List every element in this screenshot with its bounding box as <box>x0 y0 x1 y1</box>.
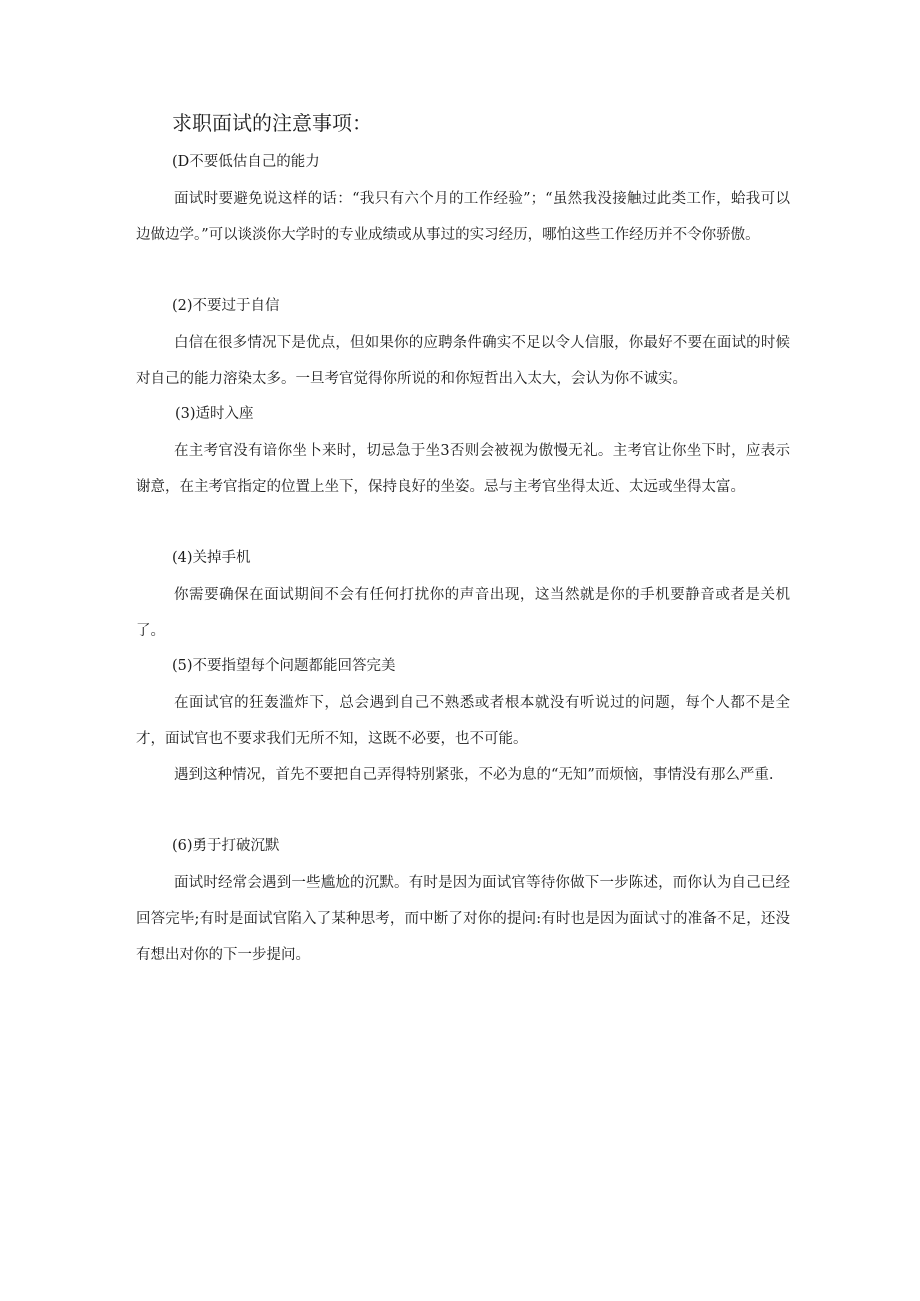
section-heading-3: (3)适时入座 <box>175 406 254 422</box>
section-heading-5: (5)不要指望每个问题都能回答完美 <box>172 658 396 674</box>
section-heading-4: (4)关掉手机 <box>172 550 251 566</box>
section-heading-1: (D不要低估自己的能力 <box>172 154 320 170</box>
section-heading-6: (6)勇于打破沉默 <box>172 838 280 854</box>
document-title: 求职面试的注意事项： <box>172 111 372 135</box>
section-6-paragraph-1: 面试时经常会遇到一些尴尬的沉默。有时是因为面试官等待你做下一步陈述，而你认为自己已经回答完毕;有时是面试官陷入了某种思考，而中断了对你的提问:有时也是因为面试寸的准备不足，还没有想出对你的下一步提问。 <box>136 875 790 963</box>
section-2-paragraph-1: 白信在很多情况下是优点，但如果你的应聘条件确实不足以令人信服，你最好不要在面试的时候对自己的能力溶染太多。一旦考官觉得你所说的和你短哲出入太大，会认为你不诚实。 <box>136 335 790 387</box>
section-3-paragraph-1: 在主考官没有谙你坐卜来时，切忌急于坐3否则会被视为傲慢无礼。主考官让你坐下时，应表示谢意，在主考官指定的位置上坐下，保持良好的坐姿。忌与主考官坐得太近、太远或坐得太富。 <box>136 443 790 495</box>
section-5-paragraph-1: 在面试官的狂轰滥炸下，总会遇到自己不熟悉或者根本就没有听说过的问题，每个人都不是全才，面试官也不要求我们无所不知，这既不必要，也不可能。 <box>136 695 790 747</box>
section-4-paragraph-1: 你需要确保在面试期间不会有任何打扰你的声音出现，这当然就是你的手机要静音或者是关机了。 <box>136 587 790 639</box>
section-heading-2: (2)不要过于自信 <box>172 298 280 314</box>
section-5-paragraph-2: 遇到这种情况，首先不要把自己弄得特别紧张，不必为息的“无知”而烦恼，事情没有那么严重. <box>174 767 774 783</box>
section-1-paragraph-1: 面试时要避免说这样的话：“我只有六个月的工作经验”；“虽然我没接触过此类工作，蛤我可以边做边学。”可以谈淡你大学时的专业成绩或从事过的实习经历，哪怕这些工作经历并不令你骄傲。 <box>136 191 790 243</box>
